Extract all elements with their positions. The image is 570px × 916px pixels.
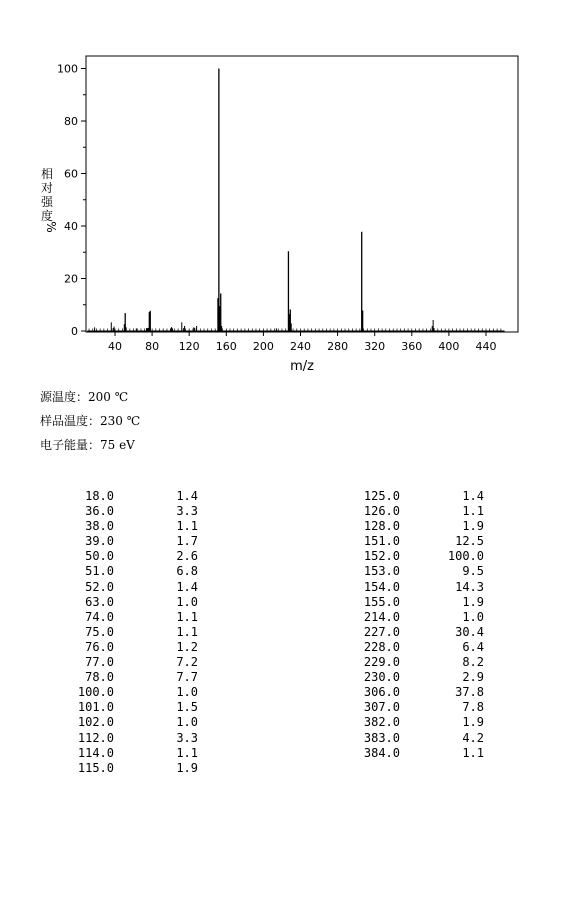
- peak-mz: 77.0: [85, 655, 114, 670]
- sample-temperature: 样品温度：230 ℃: [40, 414, 141, 428]
- peak-abundance: 1.0: [462, 609, 484, 624]
- x-tick-label: 320: [364, 340, 386, 353]
- spectrum-peaks: [95, 69, 434, 332]
- peak-mz: 36.0: [85, 504, 114, 519]
- peak-abundance: 1.5: [176, 700, 198, 715]
- peak-mz: 38.0: [85, 519, 114, 534]
- x-tick-label: 200: [252, 340, 274, 353]
- peak-mz: 230.0: [363, 670, 400, 685]
- peak-mz: 155.0: [363, 594, 400, 609]
- peak-mz: 102.0: [77, 715, 114, 730]
- source-temperature: 源温度：200 ℃: [40, 390, 129, 404]
- peak-row: [352, 580, 484, 595]
- peak-abundance: 1.1: [462, 504, 484, 519]
- peak-mz: 63.0: [85, 594, 114, 609]
- peak-mz: 151.0: [363, 534, 400, 549]
- y-tick-label: 80: [64, 115, 78, 128]
- peak-row: [352, 504, 484, 519]
- peak-abundance: 1.4: [462, 489, 484, 503]
- peak-row: [352, 746, 484, 761]
- y-tick-label: 20: [64, 272, 78, 286]
- peak-mz: 228.0: [363, 639, 400, 654]
- peak-abundance: 9.5: [462, 564, 484, 579]
- svg-text:对: 对: [40, 181, 54, 195]
- peak-abundance: 6.8: [176, 564, 198, 579]
- svg-text:%: %: [44, 221, 58, 233]
- peak-mz: 76.0: [85, 639, 114, 654]
- svg-text:度: 度: [40, 209, 54, 223]
- peak-mz: 154.0: [363, 579, 400, 594]
- peak-row: [352, 700, 484, 715]
- peak-abundance: 1.0: [176, 594, 198, 609]
- peak-row: [66, 761, 198, 776]
- peak-mz: 125.0: [363, 489, 400, 503]
- x-tick-label: 280: [327, 340, 349, 353]
- peak-mz: 78.0: [85, 670, 114, 685]
- peak-row: [66, 504, 198, 519]
- peak-mz: 101.0: [77, 700, 114, 715]
- peak-mz: 306.0: [363, 685, 400, 700]
- electron-energy: 电子能量：75 eV: [40, 438, 135, 452]
- peak-mz: 229.0: [363, 655, 400, 670]
- peak-abundance: 3.3: [176, 730, 198, 745]
- peak-abundance: 1.0: [176, 685, 198, 700]
- peak-mz: 52.0: [85, 579, 114, 594]
- peak-mz: 74.0: [85, 609, 114, 624]
- peak-row: [352, 685, 484, 700]
- peak-row: [352, 534, 484, 549]
- peak-abundance: 1.9: [176, 760, 198, 775]
- peak-abundance: 1.9: [462, 594, 484, 609]
- peak-abundance: 30.4: [455, 624, 484, 639]
- peak-mz: 51.0: [85, 564, 114, 579]
- peak-abundance: 1.7: [176, 534, 198, 549]
- y-tick-label: 60: [64, 167, 78, 181]
- y-tick-label: 0: [71, 325, 78, 338]
- peak-row: [66, 564, 198, 579]
- peak-abundance: 1.4: [176, 489, 198, 503]
- x-tick-label: 360: [401, 340, 423, 353]
- peak-row: [352, 640, 484, 655]
- peak-mz: 39.0: [85, 534, 114, 549]
- peak-row: [352, 519, 484, 534]
- peak-mz: 75.0: [85, 624, 114, 639]
- peak-mz: 128.0: [363, 519, 400, 534]
- peak-mz: 18.0: [85, 489, 114, 503]
- peak-abundance: 1.2: [176, 639, 198, 654]
- peak-abundance: 3.3: [176, 504, 198, 519]
- peak-row: [66, 580, 198, 595]
- peak-mz: 383.0: [363, 730, 400, 745]
- peak-abundance: 14.3: [455, 579, 484, 594]
- peak-row: [66, 489, 198, 504]
- peak-abundance: 100.0: [447, 549, 484, 564]
- peak-abundance: 4.2: [462, 730, 484, 745]
- peak-row: [352, 564, 484, 579]
- peak-abundance: 37.8: [455, 685, 484, 700]
- x-tick-label: 40: [108, 340, 122, 353]
- peak-abundance: 12.5: [455, 534, 484, 549]
- peak-abundance: 1.0: [176, 715, 198, 730]
- peak-abundance: 2.9: [462, 670, 484, 685]
- peak-row: [352, 610, 484, 625]
- peak-abundance: 6.4: [462, 639, 484, 654]
- peak-mz: 100.0: [77, 685, 114, 700]
- peak-mz: 115.0: [77, 760, 114, 775]
- peak-row: [66, 610, 198, 625]
- x-axis-label: m/z: [290, 359, 314, 374]
- peak-row: [66, 700, 198, 715]
- y-tick-label: 100: [57, 62, 78, 76]
- x-tick-label: 160: [215, 340, 237, 353]
- peak-row: [66, 731, 198, 746]
- peak-row: [66, 640, 198, 655]
- x-tick-label: 440: [475, 340, 497, 353]
- plot-frame: [86, 56, 518, 332]
- peak-mz: 152.0: [363, 549, 400, 564]
- peak-mz: 50.0: [85, 549, 114, 564]
- peak-row: [352, 715, 484, 730]
- peak-mz: 112.0: [77, 730, 114, 745]
- peak-mz: 126.0: [363, 504, 400, 519]
- peak-row: [66, 549, 198, 564]
- peak-row: [66, 595, 198, 610]
- peak-row: [66, 670, 198, 685]
- peak-mz: 382.0: [363, 715, 400, 730]
- peak-row: [352, 731, 484, 746]
- peak-row: [66, 685, 198, 700]
- peak-row: [66, 625, 198, 640]
- peak-row: [66, 655, 198, 670]
- peak-mz: 114.0: [77, 745, 114, 760]
- peak-abundance: 8.2: [462, 655, 484, 670]
- peak-abundance: 1.9: [462, 715, 484, 730]
- x-tick-label: 120: [178, 340, 200, 353]
- peak-abundance: 1.1: [176, 609, 198, 624]
- peak-row: [352, 625, 484, 640]
- peak-abundance: 7.8: [462, 700, 484, 715]
- peak-row: [66, 519, 198, 534]
- mass-spectrum-chart: [0, 0, 570, 380]
- x-tick-label: 80: [145, 340, 160, 353]
- peak-row: [352, 595, 484, 610]
- x-tick-label: 240: [290, 340, 311, 353]
- y-tick-label: 40: [64, 220, 78, 233]
- peak-row: [66, 715, 198, 730]
- peak-table-right: [352, 489, 484, 761]
- svg-text:强: 强: [40, 195, 54, 209]
- peak-row: [352, 655, 484, 670]
- peak-mz: 214.0: [363, 609, 400, 624]
- peak-abundance: 1.9: [462, 519, 484, 534]
- peak-row: [352, 549, 484, 564]
- peak-abundance: 1.1: [462, 745, 484, 760]
- peak-mz: 227.0: [363, 624, 400, 639]
- peak-row: [352, 670, 484, 685]
- peak-mz: 384.0: [363, 745, 400, 760]
- peak-table-left: [66, 489, 198, 776]
- peak-mz: 307.0: [363, 700, 400, 715]
- peak-abundance: 2.6: [176, 549, 198, 564]
- peak-row: [352, 489, 484, 504]
- peak-abundance: 1.4: [176, 579, 198, 594]
- x-tick-label: 400: [438, 340, 460, 353]
- peak-abundance: 1.1: [176, 624, 198, 639]
- peak-row: [66, 746, 198, 761]
- peak-abundance: 1.1: [176, 745, 198, 760]
- y-axis: [57, 63, 86, 339]
- y-axis-label: [41, 166, 58, 233]
- peak-abundance: 7.7: [176, 670, 198, 685]
- peak-abundance: 1.1: [176, 519, 198, 534]
- svg-text:相: 相: [40, 167, 54, 181]
- peak-mz: 153.0: [363, 564, 400, 579]
- peak-row: [66, 534, 198, 549]
- peak-abundance: 7.2: [176, 655, 198, 670]
